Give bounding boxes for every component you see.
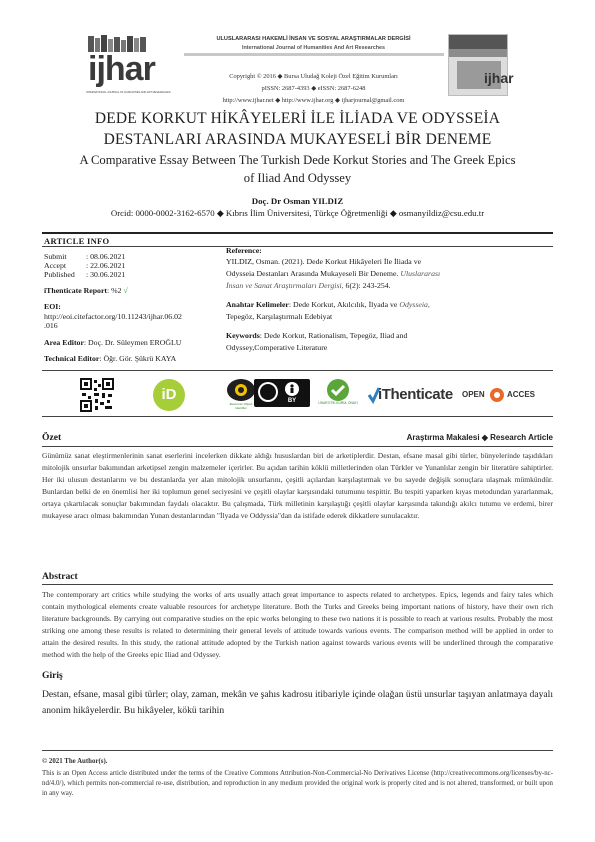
ozet-heading: Özet (42, 432, 62, 443)
keywords-tr-line-1 (226, 299, 551, 311)
title-line-2: DESTANLARI ARASINDA MUKAYESELİ BİR DENEME (103, 131, 492, 148)
submit-date (44, 252, 125, 261)
footer-rule (42, 750, 553, 751)
reference-heading: Reference: (226, 246, 262, 255)
ithenticate-logo (368, 378, 460, 412)
urls-line[interactable]: http://www.ijhar.net ◆ http://www.ijhar.org ◆ ijharjournal@gmail.com (222, 97, 405, 104)
abstract-rule (42, 584, 553, 585)
subtitle-line-1: A Comparative Essay Between The Turkish Dede Korkut Stories and The Greek Epics (79, 153, 516, 167)
logos-top-rule (42, 370, 553, 371)
title-line-1: DEDE KORKUT HİKÂYELERİ İLE İLİADA VE ODYSSEİA (94, 110, 501, 127)
ethics-caption: İJHAR ETİK KURUL ONAYI (318, 401, 358, 405)
eoi-caption: Electronic Object Identifier (229, 402, 253, 410)
published-value: : 30.06.2021 (86, 270, 126, 279)
check-icon: √ (123, 286, 128, 295)
reference-journal-b: İnsan ve Sanat Araştırmaları Dergisi, (226, 281, 344, 290)
logo-wordmark: ijhar (88, 50, 155, 88)
keywords-en-line-2: Odyssey,Comperative Literature (226, 343, 328, 352)
accept-value: : 22.06.2021 (86, 261, 126, 270)
mini-logo-wordmark: ijhar (484, 70, 514, 86)
copyright-line: Copyright © 2016 ◆ Bursa Uludağ Koleji Özel Eğitim Kurumları (229, 73, 398, 80)
reference-journal-a: Uluslararası (400, 269, 441, 278)
giris-text: Destan, efsane, masal gibi türler; olay, zaman, mekân ve şahıs kadrosu itibariyle içinde olağan üstü unsurlar taşıyan anlatmaya dayalı anonim hikâyelerdir. Bu hikâyeler, kökü tarihin (42, 689, 553, 716)
author-orcid-affiliation: Orcid: 0000-0002-3162-6570 ◆ Kıbrıs İlim Üniversitesi, Türkçe Öğretmenliği ◆ osmanyildiz@csu.edu.tr (110, 208, 485, 218)
keywords-en-a: : Dede Korkut, Rationalism, Tepegöz, Iliad and (259, 331, 408, 340)
open-access-text-1: OPEN (462, 390, 485, 399)
abstract-text: The contemporary art critics while studying the works of arts usually attach great importance to aspects related to archetypes. Epics, legends and fairy tales which contain mythological elements create valuable resources for archetype literature. Both the Turks and Greeks being important nations of history, have their own rich literature backgrounds. By carrying out comparative studies on the epic works belonging to these two nations it is possible to reach at various results. Probably the most striking one among these results is related to determining their general levels of attitude towards various events. The comparison method will be applied in order to attain the desired results. In this study, the rational attitude adopted by the Turkish nation against towards various events will be underlined through the comparative method with the help of the Greeks epic Iliad and Odyssey. (42, 590, 553, 659)
article-type: Araştırma Makalesi ◆ Research Article (406, 433, 553, 442)
ithenticate-text: iThenticate (378, 386, 453, 403)
area-editor-label: Area Editor (44, 338, 84, 347)
keywords-en-line-1 (226, 330, 551, 342)
eoi-label: EOI: (44, 302, 61, 311)
eoi-link[interactable]: http://eoi.citefactor.org/10.11243/ijhar.06.02 (44, 312, 182, 321)
tech-editor-label: Technical Editor (44, 354, 100, 363)
accept-label: Accept (44, 261, 67, 270)
reference-line-2 (226, 268, 551, 280)
reference-line-3 (226, 280, 551, 292)
subtitle-line-2: of Iliad And Odyssey (243, 171, 352, 185)
keywords-tr-label: Anahtar Kelimeler (226, 300, 289, 309)
published-label: Published (44, 270, 75, 279)
ithenticate-value: : %2 (107, 286, 122, 295)
area-editor-value: : Doç. Dr. Süleymen EROĞLU (83, 338, 182, 347)
area-editor (44, 338, 181, 347)
header-divider (184, 53, 444, 56)
keywords-tr-b: Odysseia, (399, 300, 430, 309)
submit-label: Submit (44, 252, 67, 261)
creative-commons-by-icon (254, 379, 310, 407)
tech-editor-value: : Öğr. Gör. Şükrü KAYA (99, 354, 177, 363)
reference-volume: 6(2): 243-254. (343, 281, 391, 290)
ethics-approval-check-icon (316, 378, 360, 412)
reference-line-2a: Odysseia Destanları Arasında Mukayeseli Bir Deneme. (226, 269, 401, 278)
journal-title-en: International Journal of Humanities And Art Researches (241, 45, 386, 51)
eoi-badge-icon (224, 378, 258, 412)
keywords-en-label: Keywords (226, 331, 260, 340)
abstract-heading: Abstract (42, 571, 78, 582)
journal-title-tr: ULUSLARARASI HAKEMLİ İNSAN VE SOSYAL ARAŞTIRMALAR DERGİSİ (216, 36, 411, 42)
open-access-logo (462, 378, 554, 412)
ithenticate-report (44, 286, 128, 295)
technical-editor (44, 354, 176, 363)
giris-heading: Giriş (42, 670, 63, 681)
issn-line: pISSN: 2687-4393 ◆ eISSN: 2687-6248 (261, 85, 366, 92)
journal-mini-logo (484, 70, 530, 98)
keywords-tr-line-2: Tepegöz, Karşılaştırmalı Edebiyat (226, 312, 333, 321)
open-access-text-2: ACCES (507, 390, 536, 399)
author-name: Doç. Dr Osman YILDIZ (251, 196, 344, 206)
article-info-heading: ARTICLE INFO (44, 236, 110, 246)
open-lock-icon (489, 387, 505, 403)
orcid-icon (152, 378, 186, 412)
eoi-link-cont[interactable]: .016 (44, 321, 58, 330)
footer-license: This is an Open Access article distributed under the terms of the Creative Commons Attribution-Non-Commercial-No Derivatives License (http://creativecommons.org/licenses/by-nc-nd/4.0/), which permits non-commercial re-use, distribution, and reproduction in any medium provided the original work is properly cited and is not altered, transformed, or built upon in any way. (42, 770, 553, 797)
accept-date (44, 261, 125, 270)
published-date (44, 270, 125, 279)
ozet-rule (42, 446, 553, 447)
ithenticate-label: iThenticate Report (44, 286, 108, 295)
journal-logo (74, 34, 174, 104)
logo-caption: INTERNATIONAL JOURNAL OF HUMANITIES AND ART RESEARCHES (86, 91, 171, 94)
footer-copyright: © 2021 The Author(s). (42, 758, 108, 765)
ozet-text: Günümüz sanat eleştirmenlerinin sanat eserlerini incelerken dikkate aldığı hususlardan biri de arketiplerdir. Destan, efsane masal gibi türler, bünyelerinde taşıdıkları mitolojik unsurlar bakımından arketipsel zengin malzemeler içerirler. Bu açıdan tarihin köklü milletlerinden olan Türkler ve Yunanlılar zengin bir literatüre sahiptirler. Her iki ulusun destanlarını ve bu destanlarda yer alan mitolojik unsurlarını, çeşitli açılardan karşılaştırmak ve bu sayede değişik sonuçlara ulaşmak mümkündür. Bunlardan belki de en önemlisi her iki toplumun genel seciyesini ve çeşitli olaylar karşısındaki tutumunu tespittir. Bu tespiti yaparken kıyas metodundan yararlanmak, ortaya çıkartılacak sonuçlar bakımından faydalı olacaktır. Bu çalışmada, Türk milletinin karşılaştığı çeşitli olaylar karşısında takındığı akılcı tutumu ve erdemi, birer mukayese aracı olması bakımından Yunan destanlarından "İlyada ve Oddyssia"dan da istifade ederek dikkatlere sunulacaktır. (42, 451, 553, 520)
orcid-text: iD (161, 386, 177, 403)
keywords-tr-a: : Dede Korkut, Akılcılık, İlyada ve (288, 300, 400, 309)
article-info-top-rule (42, 232, 553, 234)
reference-line-1: YILDIZ, Osman. (2021). Dede Korkut Hikâyeleri İle İliada ve (226, 257, 422, 266)
qr-code-icon (80, 378, 114, 412)
submit-value: : 08.06.2021 (86, 252, 126, 261)
logos-bottom-rule (42, 416, 553, 417)
cc-by-text: BY (287, 398, 297, 404)
